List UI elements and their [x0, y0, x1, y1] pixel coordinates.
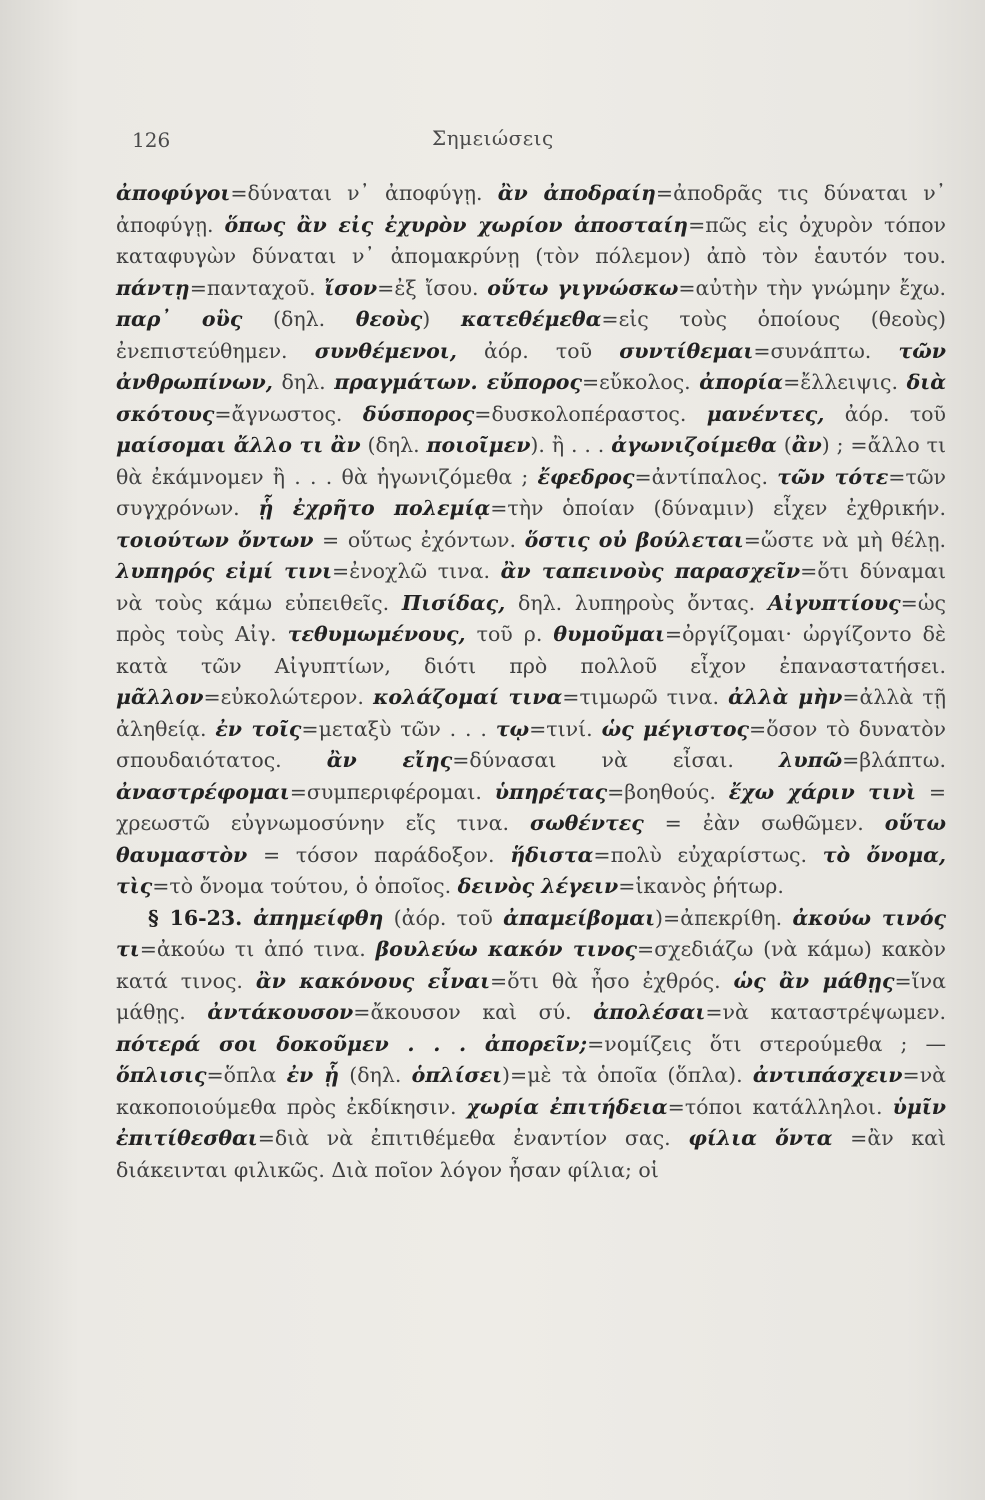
gloss-text: ἀόρ. τοῦ: [824, 401, 946, 426]
headword: δύσπορος: [362, 401, 475, 426]
gloss-text: (ἀόρ. τοῦ: [383, 905, 504, 930]
gloss-text: =συνάπτω.: [753, 338, 899, 363]
gloss-text: = χρεωστῶ εὐγνωμοσύνην εἴς τινα.: [116, 779, 946, 835]
gloss-text: = ἐὰν σωθῶμεν.: [643, 811, 885, 835]
gloss-text: =τὴν ὁποίαν (δύναμιν) εἶχεν ἐχθρικήν.: [490, 496, 947, 520]
gloss-text: =ὅτι θὰ ἦσο ἐχθρός.: [490, 968, 734, 993]
headword: χωρία ἐπιτήδεια: [466, 1094, 668, 1119]
headword: ἀλλὰ μὴν: [728, 685, 843, 709]
headword: συνθέμενοι,: [314, 338, 457, 363]
headword: ὡς μέγιστος: [601, 716, 750, 741]
headword: λυπηρός εἰμί τινι: [116, 559, 333, 583]
headword: ὅστις οὐ βούλεται: [524, 527, 744, 552]
gloss-text: =ἀποδρᾶς τις δύναται ν᾽ ἀποφύγῃ.: [116, 181, 946, 237]
headword: ἀντιπάσχειν: [752, 1063, 903, 1087]
gloss-text: =ἐνοχλῶ τινα.: [332, 559, 501, 583]
gloss-text: =νομίζεις ὅτι στερούμεθα ; —: [587, 1031, 947, 1056]
gloss-text: =ὥστε νὰ μὴ θέλῃ.: [743, 527, 947, 552]
headword: ἐν ᾗ: [286, 1063, 339, 1087]
gloss-text: ). ἢ . . .: [530, 433, 612, 457]
gloss-text: =ὀργίζομαι· ὠργίζοντο δὲ κατὰ τῶν Αἰγυπτίων, διότι πρὸ πολλοῦ εἶχον ἐπαναστατήσει.: [116, 622, 946, 678]
headword: κατεθέμεθα: [460, 307, 602, 331]
gloss-text: (: [776, 433, 792, 457]
headword: ὑμῖν ἐπιτίθεσθαι: [116, 1094, 946, 1150]
gloss-text: δηλ. λυπηροὺς ὄντας.: [505, 590, 768, 615]
headword: λυπῶ: [778, 748, 843, 772]
headword: τῶν ἀνθρωπίνων,: [116, 338, 946, 394]
gloss-text: = τόσον παράδοξον.: [247, 842, 511, 867]
page-number: 126: [132, 128, 171, 152]
headword: ἀκούω τινός τι: [116, 905, 947, 961]
gloss-text: =ὅσον τὸ δυνατὸν σπουδαιότατος.: [116, 716, 947, 772]
gloss-text: =εἰς τοὺς ὁποίους (θεοὺς) ἐνεπιστεύθημεν.: [116, 307, 947, 363]
headword: βουλεύω κακόν τινος: [375, 937, 638, 961]
running-title: Σημειώσεις: [432, 126, 554, 150]
gloss-text: =αὐτὴν τὴν γνώμην ἔχω.: [678, 275, 946, 300]
gloss-text: =τόποι κατάλληλοι.: [667, 1094, 893, 1119]
headword: ὅπλισις: [116, 1063, 207, 1087]
headword: μαίσομαι ἄλλο τι ἂν: [116, 433, 361, 457]
gloss-text: =τῶν συγχρόνων.: [116, 464, 946, 520]
gloss-text: =ὡς πρὸς τοὺς Αἰγ.: [116, 590, 947, 646]
gloss-text: =πολὺ εὐχαρίστως.: [593, 842, 823, 867]
headword: ἀντάκουσον: [207, 1000, 354, 1024]
gloss-text: ): [422, 307, 461, 331]
headword: Πισίδας,: [401, 590, 506, 615]
headword: ποιοῖμεν: [426, 433, 531, 457]
gloss-text: )=ἀπεκρίθη.: [655, 905, 793, 930]
page-header: [132, 120, 915, 160]
gloss-text: τοῦ ρ.: [465, 622, 554, 646]
gloss-text: =βλάπτω.: [842, 748, 947, 772]
headword: Αἰγυπτίους: [767, 590, 901, 615]
headword: ἔχω χάριν τινὶ: [728, 779, 916, 804]
gloss-text: =νὰ κακοποιούμεθα πρὸς ἐκδίκησιν.: [116, 1063, 946, 1119]
gloss-text: δηλ.: [272, 370, 335, 394]
gloss-text: (δηλ.: [339, 1063, 412, 1087]
gloss-text: =ὅπλα: [206, 1063, 287, 1087]
headword: ἂν: [791, 433, 822, 457]
gloss-text: =πῶς εἰς ὀχυρὸν τόπον καταφυγὼν δύναται ν᾽ ἀπομακρύνῃ (τὸν πόλεμον) ἀπὸ τὸν ἑαυτόν του.: [116, 212, 946, 268]
headword: ἀποφύγοι: [116, 181, 231, 205]
gloss-text: ἀόρ. τοῦ: [456, 338, 620, 363]
gloss-text: )=μὲ τὰ ὁποῖα (ὅπλα).: [502, 1063, 753, 1087]
headword: ἀπολέσαι: [593, 1000, 706, 1024]
headword: σωθέντες: [529, 811, 644, 835]
gloss-text: =δυσκολοπέραστος.: [474, 401, 707, 426]
headword: τὸ ὄνομα, τὶς: [116, 842, 947, 898]
gloss-text: =συμπεριφέρομαι.: [289, 779, 495, 804]
gloss-text: = οὕτως ἐχόντων.: [313, 527, 525, 552]
gloss-text: =ἀκούω τι ἀπό τινα.: [139, 937, 376, 961]
headword: ἀναστρέφομαι: [116, 779, 290, 804]
page-body: [116, 178, 946, 1186]
headword: ἀπορία: [699, 370, 784, 394]
headword: θυμοῦμαι: [553, 622, 665, 646]
gloss-text: =ἀλλὰ τῇ ἀληθείᾳ.: [116, 685, 946, 741]
headword: οὕτω γιγνώσκω: [487, 275, 679, 300]
gloss-text: =δύνασαι νὰ εἶσαι.: [452, 748, 779, 772]
headword: κολάζομαί τινα: [373, 685, 563, 709]
gloss-text: =νὰ καταστρέψωμεν.: [705, 1000, 947, 1024]
headword: ἀπαμείβομαι: [503, 905, 656, 930]
gloss-text: =εὐκολώτερον.: [203, 685, 374, 709]
gloss-text: =σχεδιάζω (νὰ κάμω) κακὸν κατά τινος.: [116, 937, 946, 993]
headword: ἀπημείφθη: [253, 905, 384, 930]
headword: ἐν τοῖς: [215, 716, 302, 741]
headword: πότερά σοι δοκοῦμεν . . . ἀπορεῖν;: [116, 1031, 588, 1056]
gloss-text: =τὸ ὄνομα τούτου, ὁ ὁποῖος.: [152, 874, 458, 898]
gloss-text: =βοηθούς.: [607, 779, 729, 804]
headword: ἂν ἀποδραίη: [497, 181, 656, 205]
headword: συντίθεμαι: [619, 338, 754, 363]
gloss-text: =ἄκουσον καὶ σύ.: [353, 1000, 594, 1024]
headword: τῶν τότε: [777, 464, 889, 489]
gloss-text: =ἔλλειψις.: [783, 370, 907, 394]
headword: δεινὸς λέγειν: [457, 874, 619, 898]
headword: ᾗ ἐχρῆτο πολεμίᾳ: [258, 496, 491, 520]
headword: οὕτω θαυμαστὸν: [116, 811, 946, 867]
gloss-text: =τιμωρῶ τινα.: [562, 685, 729, 709]
headword: ὡς ἂν μάθῃς: [733, 968, 895, 993]
headword: τεθυμωμένους,: [287, 622, 466, 646]
headword: διὰ σκότους: [116, 370, 946, 426]
gloss-text: (δηλ.: [360, 433, 427, 457]
section-16-23-paragraph: [116, 903, 946, 1187]
headword: ἂν ταπεινοὺς παρασχεῖν: [500, 559, 801, 583]
gloss-text: =ὅτι δύναμαι νὰ τοὺς κάμω εὐπειθεῖς.: [116, 559, 947, 615]
gloss-text: =τινί.: [529, 716, 602, 741]
headword: ἥδιστα: [510, 842, 594, 867]
headword: μᾶλλον: [116, 685, 204, 709]
headword: φίλια ὄντα: [688, 1126, 833, 1150]
headword: θεοὺς: [355, 307, 423, 331]
gloss-text: =ἀντίπαλος.: [634, 464, 778, 489]
headword: πάντῃ: [116, 275, 190, 300]
gloss-text: =ἱκανὸς ῥήτωρ.: [618, 874, 784, 898]
headword: ἴσον: [324, 275, 378, 300]
gloss-text: (δηλ.: [242, 307, 356, 331]
headword: ὁπλίσει: [411, 1063, 503, 1087]
headword: τῳ: [495, 716, 530, 741]
gloss-text: =διὰ νὰ ἐπιτιθέμεθα ἐναντίον σας.: [257, 1126, 689, 1150]
gloss-text: =δύναται ν᾽ ἀποφύγῃ.: [230, 181, 498, 205]
headword: τοιούτων ὄντων: [116, 527, 314, 552]
headword: ἀγωνιζοίμεθα: [611, 433, 777, 457]
headword: ἔφεδρος: [537, 464, 635, 489]
gloss-text: =πανταχοῦ.: [189, 275, 325, 300]
headword: παρ᾽ οὓς: [116, 307, 243, 331]
gloss-text: =ἐξ ἴσου.: [377, 275, 488, 300]
headword: ἂν κακόνους εἶναι: [255, 968, 491, 993]
section-number: § 16-23.: [148, 905, 254, 930]
headword: μανέντες,: [706, 401, 825, 426]
headword: ὅπως ἂν εἰς ἐχυρὸν χωρίον ἀποσταίη: [224, 212, 689, 237]
gloss-text: =ἄγνωστος.: [214, 401, 363, 426]
notes-paragraph: [116, 178, 946, 903]
headword: ἂν εἴης: [326, 748, 453, 772]
headword: ὑπηρέτας: [494, 779, 608, 804]
headword: πραγμάτων. εὔπορος: [334, 370, 582, 394]
gloss-text: =ἵνα μάθῃς.: [116, 968, 946, 1024]
gloss-text: ) ; =ἄλλο τι θὰ ἐκάμνομεν ἢ . . . θὰ ἠγωνιζόμεθα ;: [116, 433, 947, 489]
gloss-text: =εὔκολος.: [581, 370, 700, 394]
gloss-text: =ἂν καὶ διάκεινται φιλικῶς. Διὰ ποῖον λόγον ἦσαν φίλια; οἱ: [116, 1126, 946, 1182]
gloss-text: =μεταξὺ τῶν . . .: [301, 716, 496, 741]
